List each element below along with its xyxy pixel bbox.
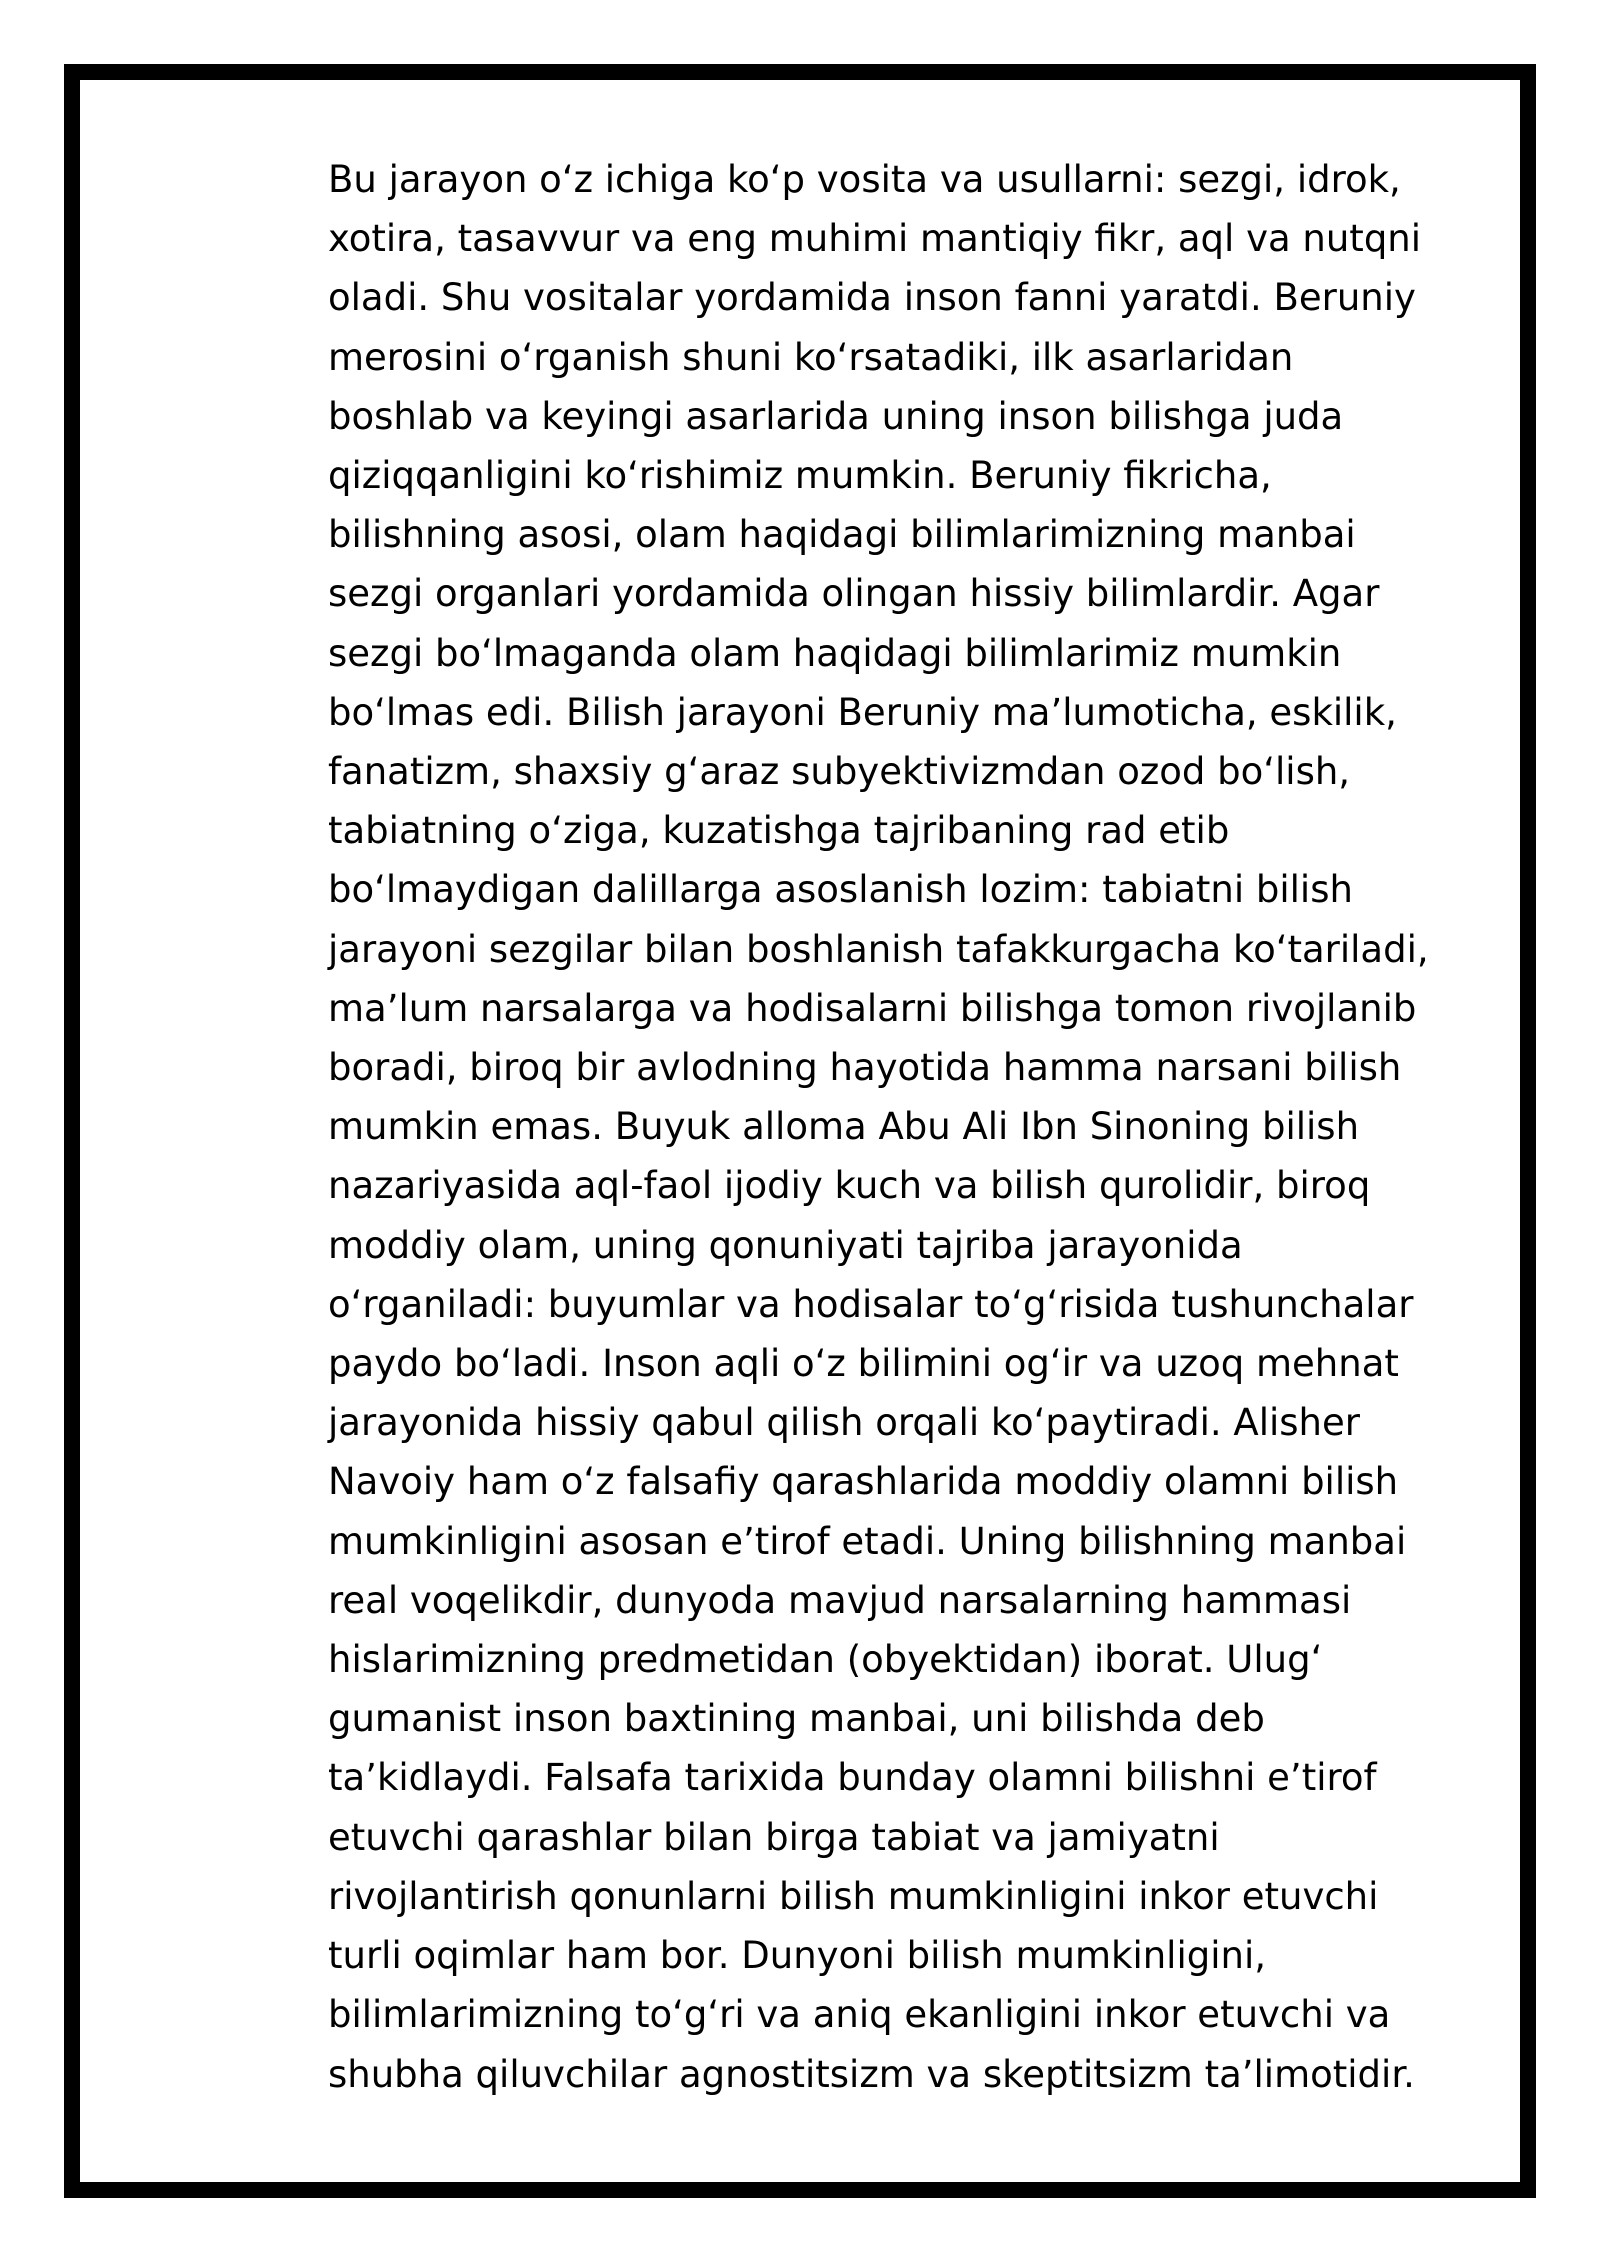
text-line: tabiatning o‘ziga, kuzatishga tajribaning rad etib xyxy=(328,809,1230,853)
text-line: boshlab va keyingi asarlarida uning inson bilishga juda xyxy=(328,394,1344,438)
text-line: nazariyasida aql-faol ijodiy kuch va bilish qurolidir, biroq xyxy=(328,1164,1371,1208)
text-line: shubha qiluvchilar agnostitsizm va skeptitsizm ta’limotidir. xyxy=(328,2052,1415,2096)
text-line: mumkinligini asosan e’tirof etadi. Uning bilishning manbai xyxy=(328,1519,1407,1563)
text-line: oladi. Shu vositalar yordamida inson fanni yaratdi. Beruniy xyxy=(328,276,1416,320)
text-line: bilimlarimizning to‘g‘ri va aniq ekanligini inkor etuvchi va xyxy=(328,1993,1391,2037)
text-line: sezgi bo‘lmaganda olam haqidagi bilimlarimiz mumkin xyxy=(328,631,1342,675)
text-line: moddiy olam, uning qonuniyati tajriba jarayonida xyxy=(328,1223,1243,1267)
text-line: xotira, tasavvur va eng muhimi mantiqiy fikr, aql va nutqni xyxy=(328,217,1422,261)
text-line: jarayoni sezgilar bilan boshlanish tafakkurgacha ko‘tariladi, xyxy=(328,927,1429,971)
body-paragraph xyxy=(328,150,1518,2104)
text-line: bilishning asosi, olam haqidagi bilimlarimizning manbai xyxy=(328,513,1356,557)
text-line: qiziqqanligini ko‘rishimiz mumkin. Beruniy fikricha, xyxy=(328,454,1272,498)
text-line: sezgi organlari yordamida olingan hissiy bilimlardir. Agar xyxy=(328,572,1380,616)
text-line: Bu jarayon o‘z ichiga ko‘p vosita va usullarni: sezgi, idrok, xyxy=(328,158,1401,201)
text-line: jarayonida hissiy qabul qilish orqali ko‘paytiradi. Alisher xyxy=(328,1401,1360,1445)
text-line: rivojlantirish qonunlarni bilish mumkinligini inkor etuvchi xyxy=(328,1874,1379,1918)
text-line: bo‘lmas edi. Bilish jarayoni Beruniy ma’lumoticha, eskilik, xyxy=(328,690,1397,734)
text-line: fanatizm, shaxsiy g‘araz subyektivizmdan ozod bo‘lish, xyxy=(328,750,1351,794)
text-line: etuvchi qarashlar bilan birga tabiat va jamiyatni xyxy=(328,1815,1220,1859)
text-line: gumanist inson baxtining manbai, uni bilishda deb xyxy=(328,1697,1265,1741)
text-line: o‘rganiladi: buyumlar va hodisalar to‘g‘risida tushunchalar xyxy=(328,1282,1414,1326)
text-line: mumkin emas. Buyuk alloma Abu Ali Ibn Sinoning bilish xyxy=(328,1105,1360,1149)
text-line: Navoiy ham o‘z falsafiy qarashlarida moddiy olamni bilish xyxy=(328,1460,1399,1504)
text-line: turli oqimlar ham bor. Dunyoni bilish mumkinligini, xyxy=(328,1934,1266,1978)
text-line: paydo bo‘ladi. Inson aqli o‘z bilimini og‘ir va uzoq mehnat xyxy=(328,1342,1399,1386)
text-line: ta’kidlaydi. Falsafa tarixida bunday olamni bilishni e’tirof xyxy=(328,1756,1377,1800)
text-line: merosini o‘rganish shuni ko‘rsatadiki, ilk asarlaridan xyxy=(328,335,1294,379)
text-line: real voqelikdir, dunyoda mavjud narsalarning hammasi xyxy=(328,1578,1352,1622)
text-line: hislarimizning predmetidan (obyektidan) iborat. Ulug‘ xyxy=(328,1638,1323,1682)
text-line: boradi, biroq bir avlodning hayotida hamma narsani bilish xyxy=(328,1046,1402,1090)
text-line: ma’lum narsalarga va hodisalarni bilishga tomon rivojlanib xyxy=(328,986,1417,1030)
text-line: bo‘lmaydigan dalillarga asoslanish lozim: tabiatni bilish xyxy=(328,868,1353,912)
